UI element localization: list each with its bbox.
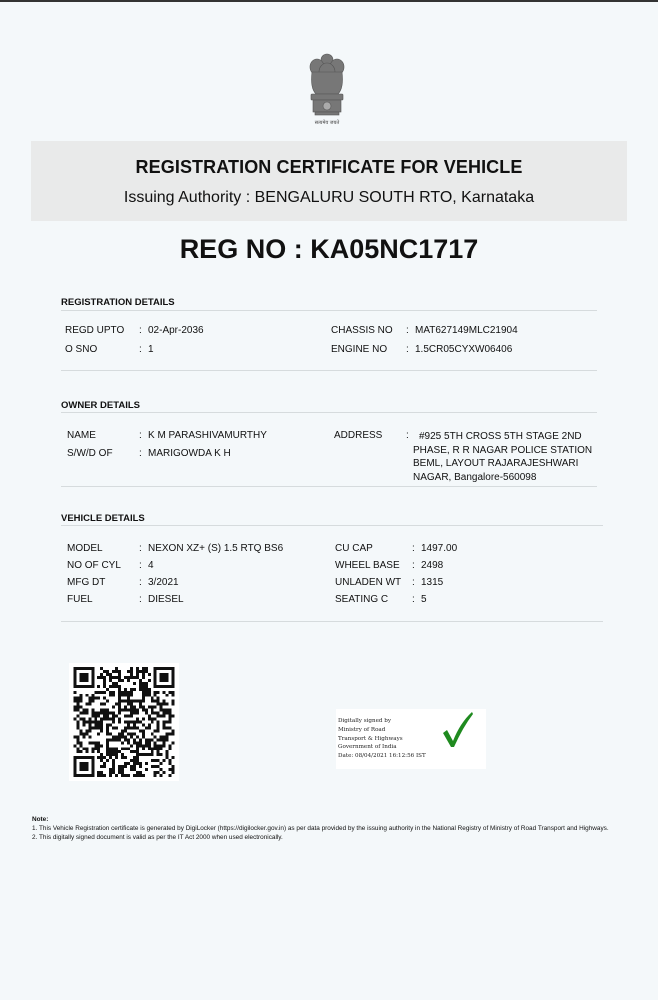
address-label: ADDRESS: [334, 430, 383, 441]
emblem-caption: सत्यमेव जयते: [314, 120, 340, 126]
digital-signature: [336, 709, 486, 769]
qr-code: [69, 663, 179, 781]
owner-name-label: NAME: [67, 430, 96, 441]
seating-label: SEATING C: [335, 594, 389, 605]
section-title-vehicle: VEHICLE DETAILS: [61, 513, 145, 524]
divider: [61, 310, 597, 311]
national-emblem-icon: [300, 50, 354, 128]
wheelbase-value: 2498: [421, 560, 444, 571]
fuel-label: FUEL: [67, 594, 93, 605]
signature-line: Transport & Highways: [338, 735, 403, 742]
colon: :: [139, 430, 142, 441]
colon: :: [412, 543, 415, 554]
swd-value: MARIGOWDA K H: [148, 448, 231, 459]
o-sno-value: 1: [148, 344, 154, 355]
regd-upto-value: 02-Apr-2036: [148, 325, 204, 336]
engine-value: 1.5CR05CYXW06406: [415, 344, 513, 355]
note-block: [32, 815, 632, 842]
colon: :: [412, 560, 415, 571]
engine-label: ENGINE NO: [331, 344, 388, 355]
cucap-value: 1497.00: [421, 543, 458, 554]
swd-label: S/W/D OF: [67, 448, 113, 459]
regd-upto-label: REGD UPTO: [65, 325, 125, 336]
colon: :: [412, 594, 415, 605]
divider: [61, 412, 597, 413]
header-banner: [31, 141, 627, 221]
colon: :: [139, 577, 142, 588]
cucap-label: CU CAP: [335, 543, 373, 554]
colon: :: [139, 325, 142, 336]
colon: :: [139, 560, 142, 571]
cyl-value: 4: [148, 560, 154, 571]
note-item: 1. This Vehicle Registration certificate is generated by DigiLocker (https://digilocker.gov.in) as per data provided by the issuing authority in the National Registry of Ministry of Road Transport and Highways.: [32, 825, 609, 832]
section-title-registration: REGISTRATION DETAILS: [61, 297, 175, 308]
chassis-label: CHASSIS NO: [331, 325, 393, 336]
chassis-value: MAT627149MLC21904: [415, 325, 518, 336]
colon: :: [406, 430, 409, 441]
note-item: 2. This digitally signed document is valid as per the IT Act 2000 when used electronically.: [32, 834, 283, 841]
colon: :: [406, 344, 409, 355]
colon: :: [139, 344, 142, 355]
section-title-owner: OWNER DETAILS: [61, 400, 140, 411]
document-title: REGISTRATION CERTIFICATE FOR VEHICLE: [135, 157, 523, 177]
divider: [61, 370, 597, 371]
o-sno-label: O SNO: [65, 344, 98, 355]
registration-number: REG NO : KA05NC1717: [179, 234, 479, 264]
divider: [61, 621, 603, 622]
fuel-value: DIESEL: [148, 594, 184, 605]
note-heading: Note:: [32, 816, 49, 823]
model-label: MODEL: [67, 543, 103, 554]
unladen-value: 1315: [421, 577, 444, 588]
signature-date: Date: 08/04/2021 16:12:56 IST: [338, 753, 426, 760]
divider: [61, 525, 603, 526]
seating-value: 5: [421, 594, 427, 605]
signature-line: Ministry of Road: [338, 726, 386, 733]
wheelbase-label: WHEEL BASE: [335, 560, 400, 571]
cyl-label: NO OF CYL: [67, 560, 121, 571]
colon: :: [406, 325, 409, 336]
top-border: [0, 0, 658, 2]
model-value: NEXON XZ+ (S) 1.5 RTQ BS6: [148, 543, 284, 554]
colon: :: [139, 543, 142, 554]
signature-line: Digitally signed by: [338, 718, 391, 724]
signature-line: Government of India: [338, 744, 397, 751]
divider: [61, 486, 597, 487]
mfg-label: MFG DT: [67, 577, 106, 588]
mfg-value: 3/2021: [148, 577, 179, 588]
colon: :: [139, 448, 142, 459]
unladen-label: UNLADEN WT: [335, 577, 402, 588]
address-value: #925 5TH CROSS 5TH STAGE 2ND PHASE, R R NAGAR POLICE STATION BEML, LAYOUT RAJARAJESHWARI NAGAR, Bangalore-560098: [413, 431, 593, 483]
colon: :: [139, 594, 142, 605]
checkmark-icon: [440, 709, 474, 749]
issuing-authority: Issuing Authority : BENGALURU SOUTH RTO, Karnataka: [123, 189, 535, 206]
owner-name-value: K M PARASHIVAMURTHY: [148, 430, 267, 441]
colon: :: [412, 577, 415, 588]
